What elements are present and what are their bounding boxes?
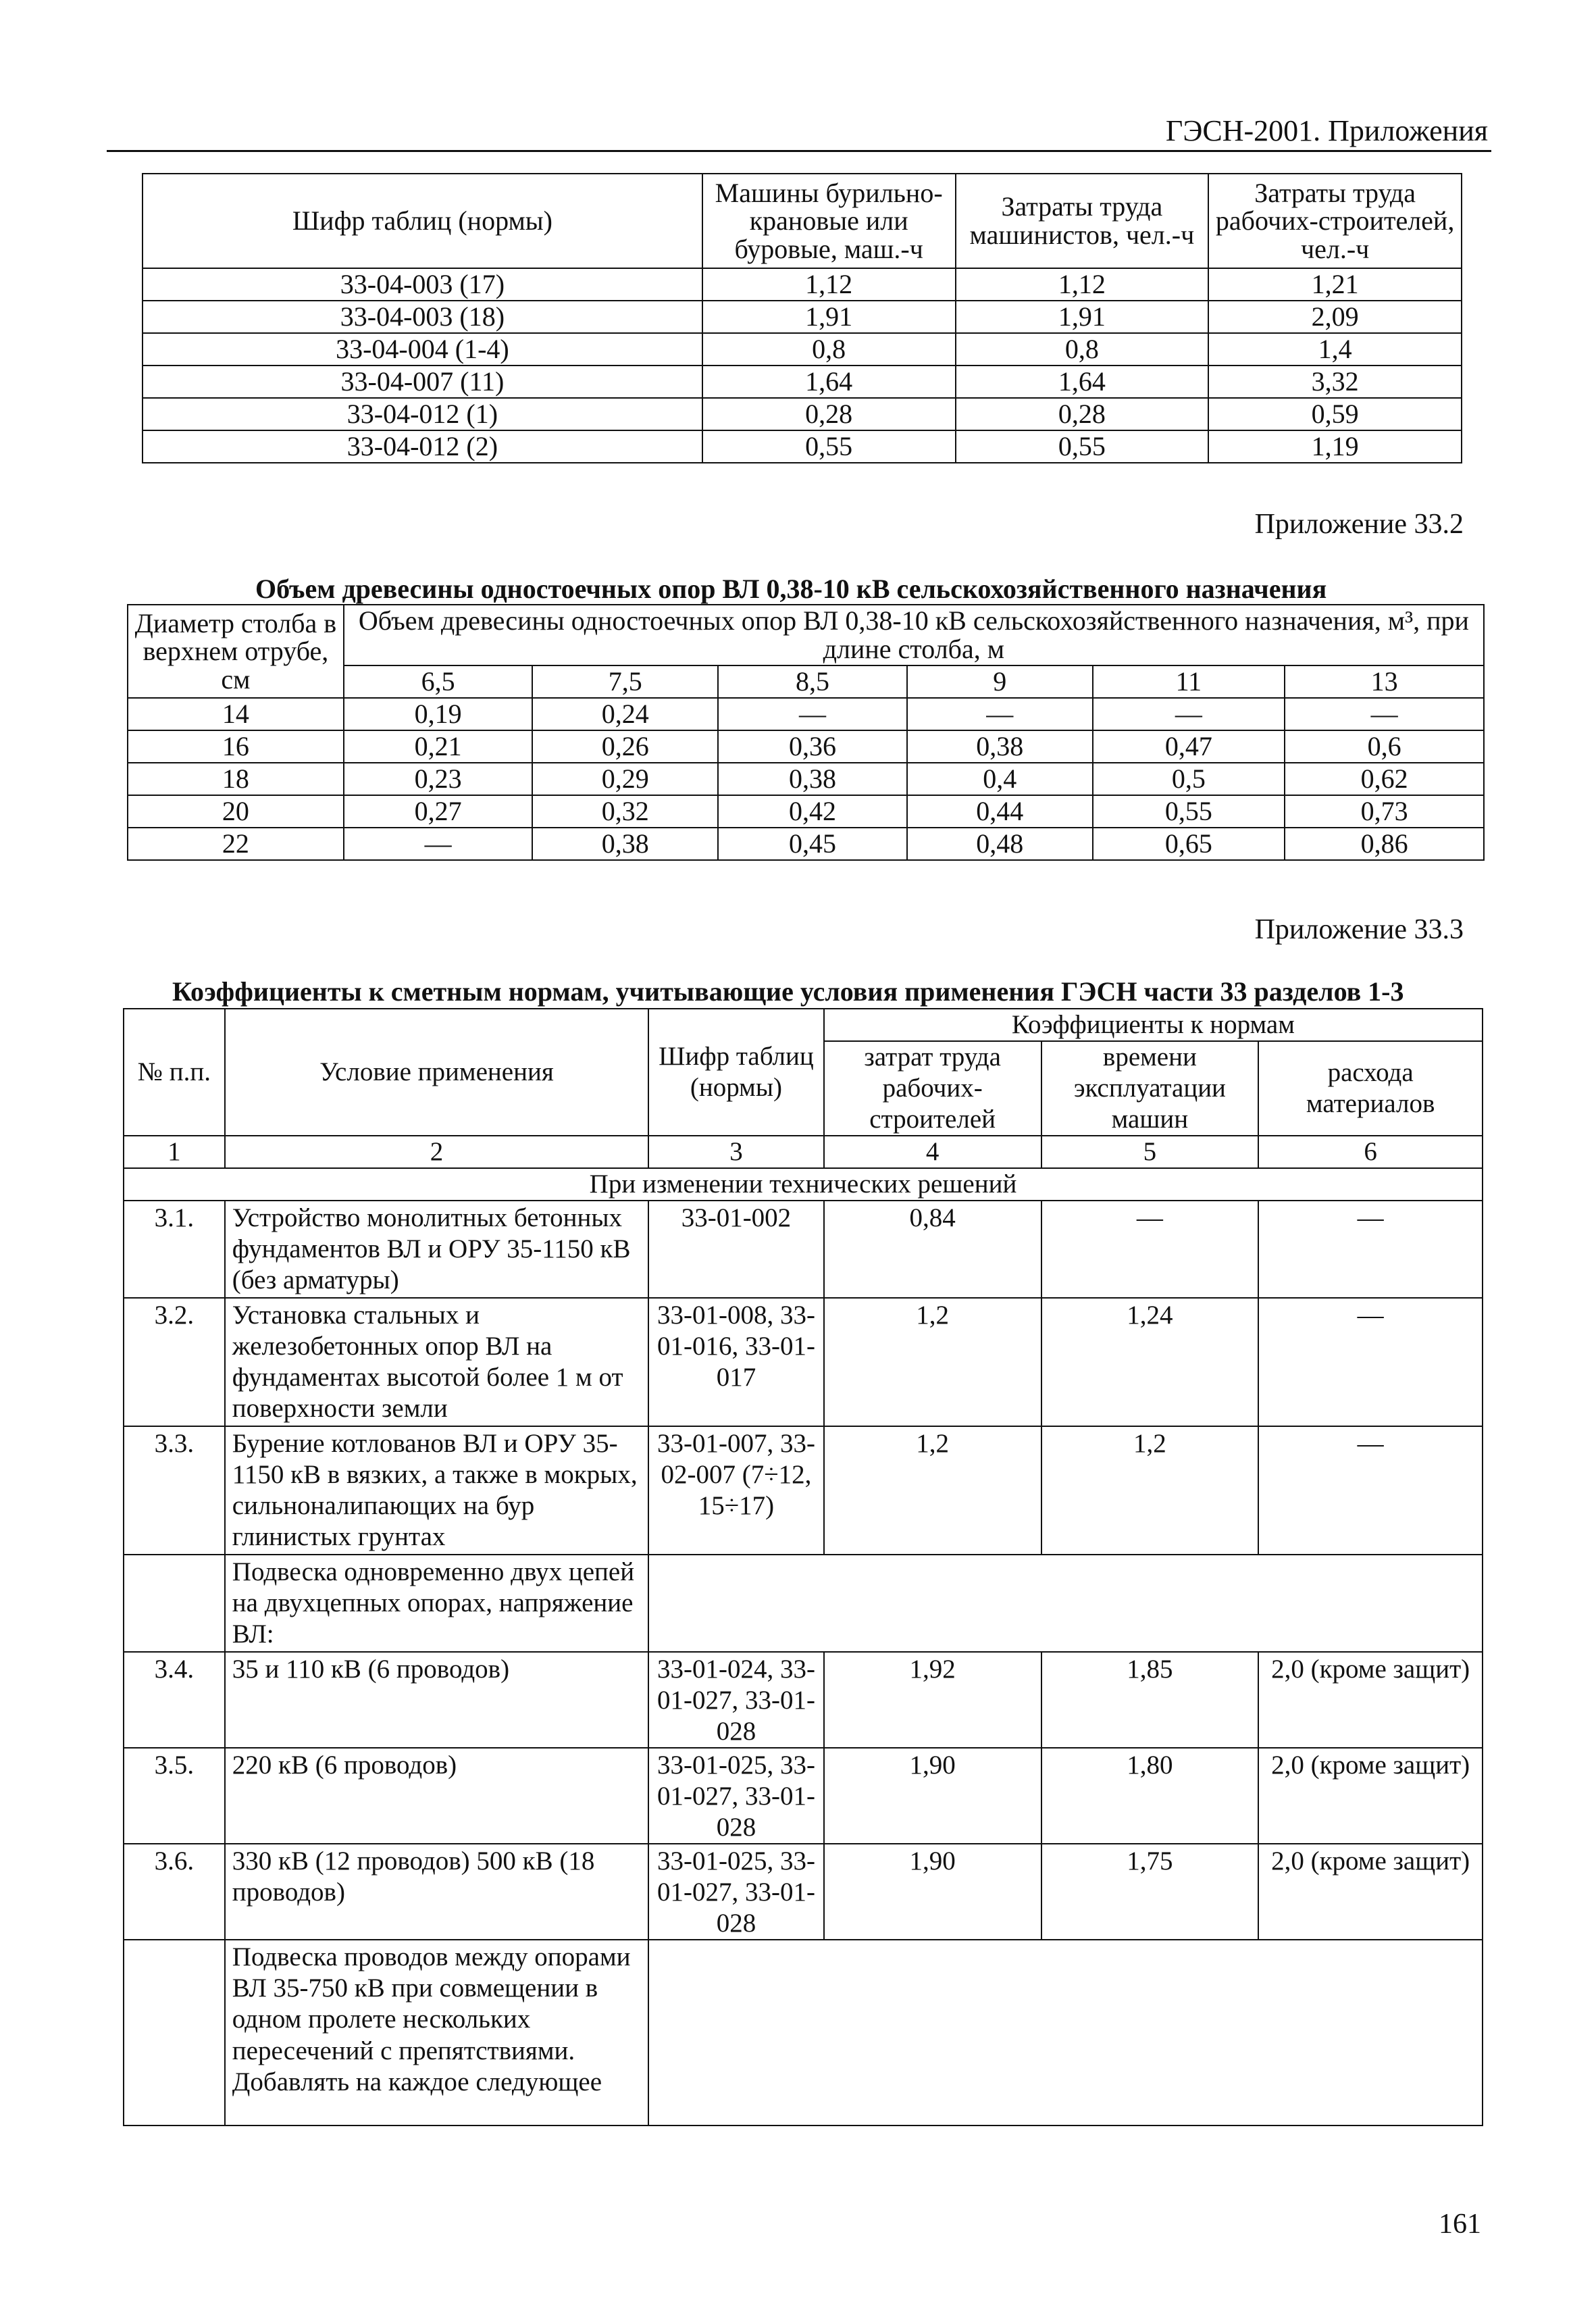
row-condition: 220 кВ (6 проводов) — [225, 1748, 648, 1844]
table-cell: 1,91 — [702, 301, 956, 333]
row-code: 33-01-008, 33-01-016, 33-01-017 — [648, 1298, 824, 1426]
table-cell: 0,73 — [1285, 795, 1484, 828]
table-row — [128, 698, 1484, 730]
table-row — [128, 795, 1484, 828]
table-row — [143, 398, 1462, 430]
row-condition: Бурение котлованов ВЛ и ОРУ 35-1150 кВ в вязких, а также в мокрых, сильноналипающих на бур глинистых грунтах — [225, 1426, 648, 1555]
table-cell: 0,38 — [907, 730, 1093, 763]
table-row — [124, 1555, 1483, 1652]
row-machines: 1,80 — [1041, 1748, 1259, 1844]
row-number — [124, 1940, 225, 2126]
table-row — [128, 828, 1484, 860]
row-number — [124, 1555, 225, 1652]
column-header: Затраты труда рабочих-строителей, чел.-ч — [1208, 174, 1462, 268]
row-condition: Установка стальных и железобетонных опор ВЛ на фундаментах высотой более 1 м от поверхности земли — [225, 1298, 648, 1426]
row-empty-values — [648, 1940, 1483, 2126]
table-title: Коэффициенты к сметным нормам, учитывающие условия применения ГЭСН части 33 разделов 1-3 — [172, 976, 1404, 1007]
table-cell: 0,38 — [718, 763, 907, 795]
table-cell: 33-04-012 (2) — [143, 430, 702, 463]
page-number: 161 — [1439, 2209, 1481, 2240]
row-labor: 1,90 — [824, 1844, 1041, 1940]
column-header: Условие применения — [225, 1009, 648, 1136]
table-row — [143, 301, 1462, 333]
row-machines: 1,75 — [1041, 1844, 1259, 1940]
row-condition: Подвеска проводов между опорами ВЛ 35-750 кВ при совмещении в одном пролете нескольких пересечений с препятствиями. Добавлять на каждое следующее — [225, 1940, 648, 2126]
column-number: 2 — [225, 1136, 648, 1168]
table-cell: 0,19 — [344, 698, 533, 730]
column-header: Диаметр столба в верхнем отрубе, см — [128, 605, 344, 698]
table-cell: 0,27 — [344, 795, 533, 828]
table-cell: 33-04-004 (1-4) — [143, 333, 702, 366]
running-header: ГЭСН-2001. Приложения — [1165, 114, 1488, 147]
table-cell: 0,23 — [344, 763, 533, 795]
appendix-label: Приложение 33.2 — [1254, 509, 1464, 540]
table-cell: 16 — [128, 730, 344, 763]
row-labor: 1,2 — [824, 1298, 1041, 1426]
column-header: времени эксплуатации машин — [1041, 1041, 1259, 1136]
row-labor: 1,92 — [824, 1652, 1041, 1748]
table-cell: 0,55 — [956, 430, 1209, 463]
column-header: Машины бурильно-крановые или буровые, маш.-ч — [702, 174, 956, 268]
column-header: 11 — [1093, 665, 1285, 698]
row-materials: — — [1258, 1426, 1483, 1555]
table-cell: 1,21 — [1208, 268, 1462, 301]
table-row — [124, 1844, 1483, 1940]
column-header: 13 — [1285, 665, 1484, 698]
table-row — [124, 1748, 1483, 1844]
column-number: 6 — [1258, 1136, 1483, 1168]
table-row — [124, 1426, 1483, 1555]
column-number: 1 — [124, 1136, 225, 1168]
row-materials: 2,0 (кроме защит) — [1258, 1652, 1483, 1748]
row-materials: — — [1258, 1298, 1483, 1426]
row-code: 33-01-007, 33-02-007 (7÷12, 15÷17) — [648, 1426, 824, 1555]
table-row — [128, 763, 1484, 795]
table-cell: 3,32 — [1208, 366, 1462, 398]
table-cell: 0,29 — [532, 763, 718, 795]
table-row — [128, 730, 1484, 763]
row-condition: Устройство монолитных бетонных фундаментов ВЛ и ОРУ 35-1150 кВ (без арматуры) — [225, 1201, 648, 1298]
table-cell: 0,32 — [532, 795, 718, 828]
table-cell: 0,8 — [702, 333, 956, 366]
table-cell: 33-04-003 (18) — [143, 301, 702, 333]
table-cell: 20 — [128, 795, 344, 828]
table-cell: 1,64 — [956, 366, 1209, 398]
row-code: 33-01-025, 33-01-027, 33-01-028 — [648, 1844, 824, 1940]
table-row — [143, 366, 1462, 398]
section-heading: При изменении технических решений — [124, 1168, 1483, 1201]
table-row — [143, 333, 1462, 366]
table-cell: 1,12 — [702, 268, 956, 301]
table-row — [143, 268, 1462, 301]
row-labor: 1,2 — [824, 1426, 1041, 1555]
row-condition: 330 кВ (12 проводов) 500 кВ (18 проводов) — [225, 1844, 648, 1940]
column-header: Шифр таблиц (нормы) — [648, 1009, 824, 1136]
column-number: 3 — [648, 1136, 824, 1168]
table-header-row — [128, 605, 1484, 665]
row-labor: 0,84 — [824, 1201, 1041, 1298]
row-number: 3.5. — [124, 1748, 225, 1844]
table-row — [124, 1940, 1483, 2126]
column-header: 7,5 — [532, 665, 718, 698]
row-machines: 1,2 — [1041, 1426, 1259, 1555]
row-number: 3.3. — [124, 1426, 225, 1555]
table-cell: — — [1093, 698, 1285, 730]
table-cell: 0,42 — [718, 795, 907, 828]
table-cell: 0,28 — [956, 398, 1209, 430]
coefficients-table — [123, 1008, 1483, 2126]
table-cell: 14 — [128, 698, 344, 730]
table-cell: 0,4 — [907, 763, 1093, 795]
column-header: Затраты труда машинистов, чел.-ч — [956, 174, 1209, 268]
row-number: 3.4. — [124, 1652, 225, 1748]
row-labor: 1,90 — [824, 1748, 1041, 1844]
table-cell: 1,19 — [1208, 430, 1462, 463]
column-number: 4 — [824, 1136, 1041, 1168]
row-number: 3.6. — [124, 1844, 225, 1940]
row-number: 3.2. — [124, 1298, 225, 1426]
table-row — [124, 1298, 1483, 1426]
table-cell: 33-04-007 (11) — [143, 366, 702, 398]
section-row — [124, 1168, 1483, 1201]
table-cell: 33-04-012 (1) — [143, 398, 702, 430]
row-materials: 2,0 (кроме защит) — [1258, 1844, 1483, 1940]
table-cell: — — [718, 698, 907, 730]
row-machines: 1,85 — [1041, 1652, 1259, 1748]
appendix-label: Приложение 33.3 — [1254, 914, 1464, 945]
header-rule — [107, 150, 1491, 152]
table-cell: 1,64 — [702, 366, 956, 398]
row-condition: Подвеска одновременно двух цепей на двухцепных опорах, напряжение ВЛ: — [225, 1555, 648, 1652]
row-code: 33-01-024, 33-01-027, 33-01-028 — [648, 1652, 824, 1748]
table-cell: 0,28 — [702, 398, 956, 430]
table-cell: 0,8 — [956, 333, 1209, 366]
row-machines: — — [1041, 1201, 1259, 1298]
table-cell: 22 — [128, 828, 344, 860]
group-header: Коэффициенты к нормам — [824, 1009, 1483, 1041]
table-cell: 0,45 — [718, 828, 907, 860]
table-cell: 0,55 — [1093, 795, 1285, 828]
column-number-row — [124, 1136, 1483, 1168]
column-header: Шифр таблиц (нормы) — [143, 174, 702, 268]
table-cell: — — [1285, 698, 1484, 730]
table-cell: 33-04-003 (17) — [143, 268, 702, 301]
table-title: Объем древесины одностоечных опор ВЛ 0,38-10 кВ сельскохозяйственного назначения — [255, 574, 1327, 604]
table-cell: 0,47 — [1093, 730, 1285, 763]
group-header: Объем древесины одностоечных опор ВЛ 0,38-10 кВ сельскохозяйственного назначения, м³, при длине столба, м — [344, 605, 1484, 665]
column-number: 5 — [1041, 1136, 1259, 1168]
column-header: 6,5 — [344, 665, 533, 698]
table-row — [143, 430, 1462, 463]
table-cell: 18 — [128, 763, 344, 795]
column-header: расхода материалов — [1258, 1041, 1483, 1136]
table-cell: 0,44 — [907, 795, 1093, 828]
table-header-row — [124, 1009, 1483, 1041]
wood-volume-table — [127, 604, 1485, 861]
row-materials: — — [1258, 1201, 1483, 1298]
table-cell: — — [907, 698, 1093, 730]
column-header: 9 — [907, 665, 1093, 698]
row-materials: 2,0 (кроме защит) — [1258, 1748, 1483, 1844]
row-code: 33-01-025, 33-01-027, 33-01-028 — [648, 1748, 824, 1844]
column-header: 8,5 — [718, 665, 907, 698]
row-condition: 35 и 110 кВ (6 проводов) — [225, 1652, 648, 1748]
table-cell: 0,5 — [1093, 763, 1285, 795]
table-cell: 0,26 — [532, 730, 718, 763]
table-cell: 0,65 — [1093, 828, 1285, 860]
table-cell: 0,38 — [532, 828, 718, 860]
machine-labor-table — [142, 173, 1462, 463]
table-cell: 1,91 — [956, 301, 1209, 333]
table-row — [124, 1652, 1483, 1748]
table-cell: 2,09 — [1208, 301, 1462, 333]
table-cell: 0,59 — [1208, 398, 1462, 430]
table-cell: — — [344, 828, 533, 860]
row-number: 3.1. — [124, 1201, 225, 1298]
table-cell: 0,48 — [907, 828, 1093, 860]
table-row — [124, 1201, 1483, 1298]
table-cell: 1,4 — [1208, 333, 1462, 366]
table-cell: 1,12 — [956, 268, 1209, 301]
row-machines: 1,24 — [1041, 1298, 1259, 1426]
table-cell: 0,21 — [344, 730, 533, 763]
table-cell: 0,36 — [718, 730, 907, 763]
column-header: затрат труда рабочих-строителей — [824, 1041, 1041, 1136]
column-header: № п.п. — [124, 1009, 225, 1136]
table-cell: 0,62 — [1285, 763, 1484, 795]
table-header-row — [143, 174, 1462, 268]
table-cell: 0,6 — [1285, 730, 1484, 763]
table-cell: 0,24 — [532, 698, 718, 730]
table-cell: 0,55 — [702, 430, 956, 463]
row-code: 33-01-002 — [648, 1201, 824, 1298]
table-cell: 0,86 — [1285, 828, 1484, 860]
row-empty-values — [648, 1555, 1483, 1652]
